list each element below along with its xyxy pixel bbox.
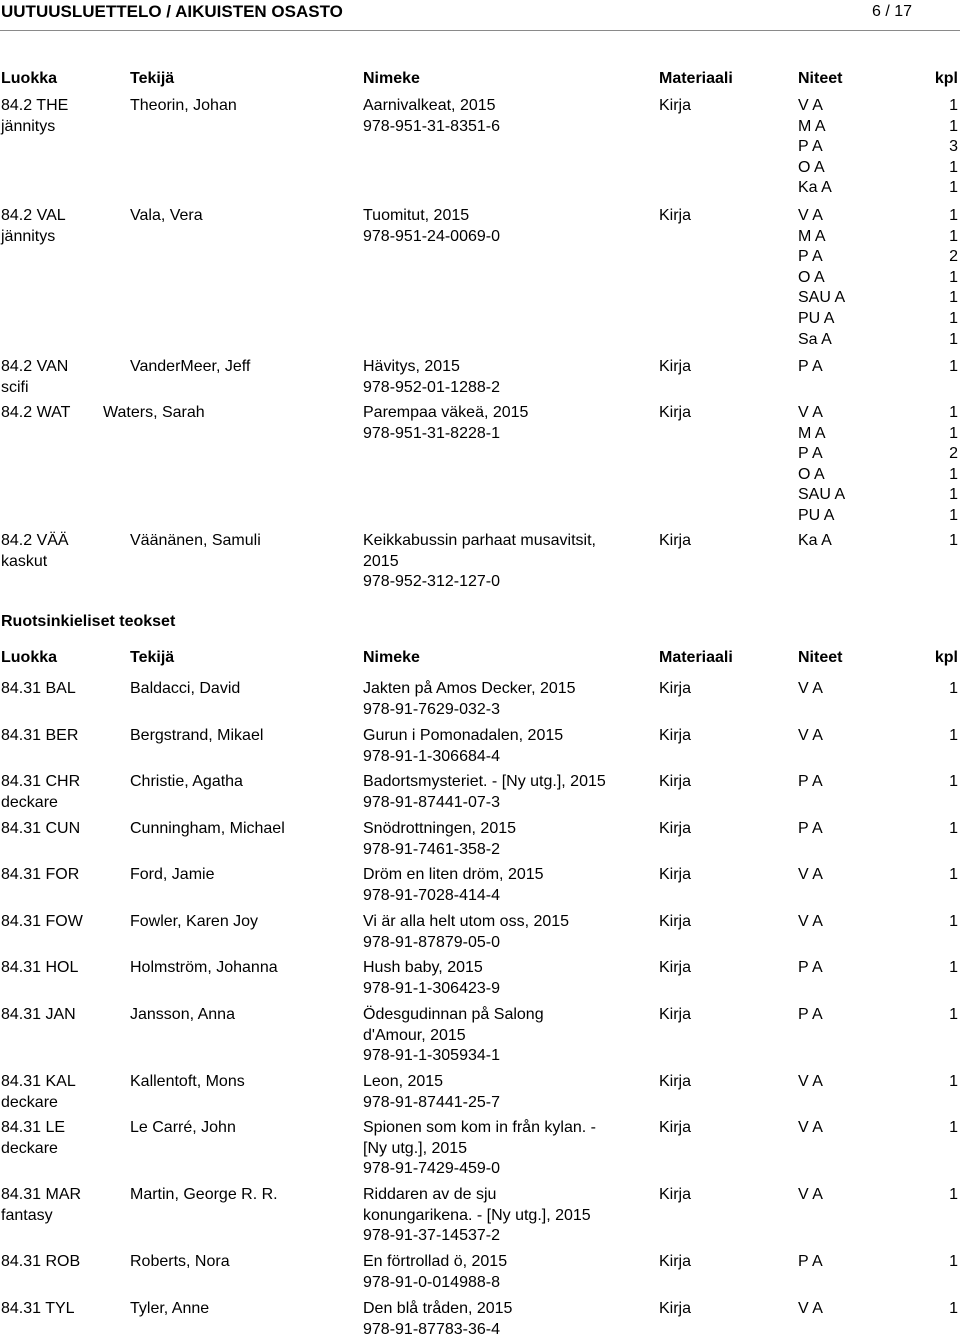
isbn: 978-91-37-14537-2 [363, 1227, 500, 1245]
copy-count: 1 [949, 913, 958, 930]
copy-count: 1 [949, 358, 958, 375]
isbn: 978-91-7629-032-3 [363, 700, 500, 718]
title-line: Leon, 2015 [363, 1073, 444, 1090]
isbn: 978-91-87441-25-7 [363, 1093, 500, 1111]
entry-material: Kirja [659, 1253, 692, 1270]
copy-count: 2 [949, 445, 958, 463]
title-line: Keikkabussin parhaat musavitsit, [363, 532, 596, 549]
copy-location: M A [798, 227, 826, 245]
catalog-entry [0, 1118, 960, 1180]
copy-row [798, 158, 958, 179]
title-line: Hush baby, 2015 [363, 959, 483, 976]
isbn: 978-91-87783-36-4 [363, 1320, 500, 1338]
entry-copies [798, 1299, 958, 1320]
copy-location: SAU A [798, 486, 846, 504]
isbn: 978-91-7429-459-0 [363, 1160, 500, 1178]
title-line: Parempaa väkeä, 2015 [363, 404, 529, 421]
entry-class [1, 679, 76, 700]
copy-row [798, 531, 958, 552]
catalog-entry [0, 357, 960, 398]
entry-title [363, 96, 500, 137]
column-header-kpl: kpl [934, 649, 958, 666]
entry-author: Vala, Vera [130, 207, 203, 224]
entry-class [1, 1005, 76, 1026]
copy-row [798, 958, 958, 979]
entry-class [1, 865, 79, 886]
column-header-tekija: Tekijä [130, 649, 175, 666]
copy-count: 1 [949, 117, 958, 135]
genre-label: deckare [1, 793, 58, 811]
entry-title [363, 531, 596, 593]
entry-class [1, 531, 69, 572]
entry-material: Kirja [659, 207, 692, 224]
entry-material: Kirja [659, 959, 692, 976]
column-header-nimeke: Nimeke [363, 70, 420, 87]
entry-copies [798, 96, 958, 199]
copy-row [798, 96, 958, 117]
entry-class [1, 403, 70, 424]
entry-class [1, 357, 68, 398]
title-line: En förtrollad ö, 2015 [363, 1253, 508, 1270]
copy-location: P A [798, 959, 823, 976]
title-line: Jakten på Amos Decker, 2015 [363, 680, 576, 697]
entry-material: Kirja [659, 1006, 692, 1023]
entry-material: Kirja [659, 97, 692, 114]
title-line: [Ny utg.], 2015 [363, 1139, 468, 1157]
copy-row [798, 772, 958, 793]
catalog-entry [0, 1185, 960, 1247]
entry-material: Kirja [659, 358, 692, 375]
copy-row [798, 357, 958, 378]
entry-author: Le Carré, John [130, 1119, 236, 1136]
copy-row [798, 679, 958, 700]
class-code: 84.31 CUN [1, 820, 81, 837]
copy-location: V A [798, 1300, 823, 1317]
entry-copies [798, 206, 958, 350]
entry-material: Kirja [659, 727, 692, 744]
entry-author: VanderMeer, Jeff [130, 358, 251, 375]
copy-location: V A [798, 1073, 823, 1090]
entry-author: Cunningham, Michael [130, 820, 285, 837]
copy-count: 1 [949, 424, 958, 442]
copy-row [798, 1072, 958, 1093]
copy-row [798, 1185, 958, 1206]
copy-location: P A [798, 773, 823, 790]
entry-material: Kirja [659, 404, 692, 421]
copy-location: Ka A [798, 532, 832, 549]
copy-count: 1 [949, 773, 958, 790]
entry-copies [798, 958, 958, 979]
entry-copies [798, 679, 958, 700]
class-code: 84.31 LE [1, 1119, 66, 1136]
title-line: 2015 [363, 552, 399, 570]
title-line: d'Amour, 2015 [363, 1026, 466, 1044]
copy-count: 1 [949, 179, 958, 197]
entry-author: Ford, Jamie [130, 866, 215, 883]
title-line: Vi är alla helt utom oss, 2015 [363, 913, 570, 930]
column-header-nimeke: Nimeke [363, 649, 420, 666]
catalog-entry [0, 865, 960, 906]
genre-label: jännitys [1, 227, 56, 245]
entry-material: Kirja [659, 1300, 692, 1317]
class-code: 84.2 THE [1, 97, 69, 114]
copy-location: M A [798, 117, 826, 135]
isbn: 978-91-1-306423-9 [363, 979, 500, 997]
copy-count: 1 [949, 309, 958, 327]
entry-title [363, 1005, 544, 1067]
genre-label: jännitys [1, 117, 56, 135]
class-code: 84.31 JAN [1, 1006, 76, 1023]
copy-count: 1 [949, 1119, 958, 1136]
entry-title [363, 206, 500, 247]
entry-author: Roberts, Nora [130, 1253, 230, 1270]
copy-count: 1 [949, 1006, 958, 1023]
copy-location: P A [798, 820, 823, 837]
entry-author: Fowler, Karen Joy [130, 913, 259, 930]
copy-count: 1 [949, 158, 958, 176]
class-code: 84.31 KAL [1, 1073, 76, 1090]
column-header-row [0, 647, 960, 668]
copy-count: 1 [949, 506, 958, 524]
entry-title [363, 1252, 507, 1293]
isbn: 978-91-7461-358-2 [363, 840, 500, 858]
genre-label: scifi [1, 378, 29, 396]
title-line: konungarikena. - [Ny utg.], 2015 [363, 1206, 591, 1224]
catalog-entry [0, 819, 960, 860]
copy-count: 1 [949, 97, 958, 114]
class-code: 84.31 TYL [1, 1300, 75, 1317]
copy-location: PU A [798, 309, 835, 327]
column-header-materiaali: Materiaali [659, 649, 733, 666]
genre-label: deckare [1, 1139, 58, 1157]
copy-count: 1 [949, 1186, 958, 1203]
class-code: 84.31 MAR [1, 1186, 82, 1203]
copy-row [798, 726, 958, 747]
copy-location: P A [798, 358, 823, 375]
entry-material: Kirja [659, 866, 692, 883]
entry-class [1, 726, 78, 747]
entry-title [363, 726, 563, 767]
copy-location: O A [798, 268, 825, 286]
entry-material: Kirja [659, 773, 692, 790]
catalog-entry [0, 1299, 960, 1340]
copy-location: V A [798, 866, 823, 883]
title-line: Aarnivalkeat, 2015 [363, 97, 496, 114]
isbn: 978-91-7028-414-4 [363, 886, 500, 904]
entry-title [363, 1299, 512, 1340]
catalog-entry [0, 206, 960, 350]
entry-copies [798, 912, 958, 933]
copy-count: 3 [949, 138, 958, 156]
copy-location: M A [798, 424, 826, 442]
entry-class [1, 819, 80, 840]
entry-title [363, 958, 500, 999]
entry-title [363, 357, 500, 398]
copy-count: 1 [949, 207, 958, 224]
title-line: Hävitys, 2015 [363, 358, 460, 375]
copy-location: V A [798, 404, 823, 421]
copy-row [798, 268, 958, 289]
copy-count: 1 [949, 268, 958, 286]
copy-location: O A [798, 158, 825, 176]
entry-copies [798, 1005, 958, 1026]
copy-count: 1 [949, 330, 958, 348]
class-code: 84.2 VÄÄ [1, 532, 69, 549]
entry-copies [798, 403, 958, 527]
copy-location: Ka A [798, 179, 832, 197]
isbn: 978-91-0-014988-8 [363, 1273, 500, 1291]
column-header-niteet: Niteet [798, 649, 843, 666]
entry-copies [798, 726, 958, 747]
isbn: 978-91-1-306684-4 [363, 747, 500, 765]
catalog-entry [0, 1072, 960, 1113]
copy-count: 1 [949, 289, 958, 307]
title-line: Spionen som kom in från kylan. - [363, 1119, 596, 1136]
entry-class [1, 206, 66, 247]
genre-label: deckare [1, 1093, 58, 1111]
entry-class [1, 912, 83, 933]
entry-material: Kirja [659, 820, 692, 837]
entry-title [363, 912, 569, 953]
isbn: 978-951-24-0069-0 [363, 227, 500, 245]
entry-class [1, 1185, 81, 1226]
copy-count: 1 [949, 1300, 958, 1317]
copy-row [798, 1252, 958, 1273]
entry-author: Bergstrand, Mikael [130, 727, 264, 744]
copy-location: V A [798, 207, 823, 224]
copy-row [798, 444, 958, 465]
class-code: 84.31 ROB [1, 1253, 81, 1270]
entry-copies [798, 865, 958, 886]
copy-count: 1 [949, 404, 958, 421]
copy-count: 1 [949, 227, 958, 245]
catalog-entry [0, 1252, 960, 1293]
copy-location: V A [798, 913, 823, 930]
title-line: Dröm en liten dröm, 2015 [363, 866, 544, 883]
copy-count: 1 [949, 959, 958, 976]
catalog-entry [0, 726, 960, 767]
title-line: Tuomitut, 2015 [363, 207, 470, 224]
copy-row [798, 485, 958, 506]
copy-row [798, 1299, 958, 1320]
copy-location: P A [798, 248, 823, 266]
title-line: Badortsmysteriet. - [Ny utg.], 2015 [363, 773, 606, 790]
isbn: 978-91-87879-05-0 [363, 933, 500, 951]
isbn: 978-952-312-127-0 [363, 573, 500, 591]
column-header-tekija: Tekijä [130, 70, 175, 87]
isbn: 978-91-1-305934-1 [363, 1047, 500, 1065]
copy-count: 1 [949, 1253, 958, 1270]
class-code: 84.2 VAL [1, 207, 66, 224]
class-code: 84.31 CHR [1, 773, 81, 790]
copy-location: P A [798, 1006, 823, 1023]
copy-location: O A [798, 465, 825, 483]
class-code: 84.31 BER [1, 727, 79, 744]
copy-location: V A [798, 1119, 823, 1136]
column-header-row [0, 68, 960, 89]
entry-title [363, 1072, 500, 1113]
genre-label: kaskut [1, 552, 48, 570]
entry-copies [798, 772, 958, 793]
entry-title [363, 865, 544, 906]
entry-copies [798, 1072, 958, 1093]
class-code: 84.31 FOW [1, 913, 83, 930]
entry-author: Väänänen, Samuli [130, 532, 261, 549]
genre-label: fantasy [1, 1206, 53, 1224]
copy-location: P A [798, 1253, 823, 1270]
entry-author: Jansson, Anna [130, 1006, 235, 1023]
entry-class [1, 772, 80, 813]
column-header-luokka: Luokka [1, 649, 58, 666]
copy-row [798, 137, 958, 158]
copy-location: V A [798, 97, 823, 114]
copy-row [798, 247, 958, 268]
entry-class [1, 1299, 75, 1320]
entry-class [1, 1118, 65, 1159]
copy-row [798, 288, 958, 309]
entry-author: Waters, Sarah [103, 404, 205, 421]
entry-copies [798, 531, 958, 552]
entry-copies [798, 357, 958, 378]
entry-class [1, 96, 68, 137]
copy-row [798, 117, 958, 138]
copy-row [798, 403, 958, 424]
title-line: Riddaren av de sju [363, 1186, 497, 1203]
entry-title [363, 679, 576, 720]
isbn: 978-951-31-8228-1 [363, 424, 500, 442]
entry-title [363, 772, 606, 813]
entry-material: Kirja [659, 1119, 692, 1136]
copy-count: 1 [949, 727, 958, 744]
copy-row [798, 424, 958, 445]
copy-row [798, 178, 958, 199]
title-line: Gurun i Pomonadalen, 2015 [363, 727, 564, 744]
entry-author: Holmström, Johanna [130, 959, 278, 976]
entry-author: Kallentoft, Mons [130, 1073, 245, 1090]
column-header-kpl: kpl [934, 70, 958, 87]
copy-location: SAU A [798, 289, 846, 307]
column-header-niteet: Niteet [798, 70, 843, 87]
section-heading: Ruotsinkieliset teokset [1, 613, 176, 630]
copy-row [798, 1118, 958, 1139]
copy-location: PU A [798, 506, 835, 524]
copy-row [798, 330, 958, 351]
page-number: 6 / 17 [872, 3, 913, 20]
entry-material: Kirja [659, 1073, 692, 1090]
class-code: 84.31 FOR [1, 866, 80, 883]
title-line: Den blå tråden, 2015 [363, 1300, 513, 1317]
entry-title [363, 403, 528, 444]
entry-class [1, 1252, 80, 1273]
entry-copies [798, 1252, 958, 1273]
copy-location: V A [798, 680, 823, 697]
copy-row [798, 1005, 958, 1026]
entry-material: Kirja [659, 913, 692, 930]
title-line: Ödesgudinnan på Salong [363, 1006, 544, 1023]
copy-location: V A [798, 1186, 823, 1203]
isbn: 978-952-01-1288-2 [363, 378, 500, 396]
document-title: UUTUUSLUETTELO / AIKUISTEN OSASTO [1, 2, 343, 21]
copy-row [798, 819, 958, 840]
copy-count: 1 [949, 1073, 958, 1090]
catalog-entry [0, 531, 960, 593]
entry-author: Theorin, Johan [130, 97, 237, 114]
class-code: 84.2 WAT [1, 404, 71, 421]
copy-row [798, 912, 958, 933]
entry-title [363, 1185, 591, 1247]
entry-author: Baldacci, David [130, 680, 241, 697]
column-header-luokka: Luokka [1, 70, 58, 87]
entry-author: Tyler, Anne [130, 1300, 210, 1317]
copy-row [798, 309, 958, 330]
copy-count: 2 [949, 248, 958, 266]
entry-material: Kirja [659, 1186, 692, 1203]
catalog-entry [0, 1005, 960, 1067]
catalog-entry [0, 772, 960, 813]
column-header-materiaali: Materiaali [659, 70, 733, 87]
isbn: 978-951-31-8351-6 [363, 117, 500, 135]
copy-count: 1 [949, 486, 958, 504]
entry-class [1, 1072, 76, 1113]
catalog-entry [0, 958, 960, 999]
copy-row [798, 465, 958, 486]
copy-location: P A [798, 445, 823, 463]
copy-row [798, 206, 958, 227]
copy-count: 1 [949, 866, 958, 883]
header-divider [0, 30, 960, 31]
entry-class [1, 958, 78, 979]
copy-count: 1 [949, 680, 958, 697]
copy-location: V A [798, 727, 823, 744]
entry-copies [798, 819, 958, 840]
entry-material: Kirja [659, 532, 692, 549]
class-code: 84.31 BAL [1, 680, 76, 697]
copy-location: Sa A [798, 330, 832, 348]
title-line: Snödrottningen, 2015 [363, 820, 517, 837]
catalog-entry [0, 96, 960, 199]
copy-location: P A [798, 138, 823, 156]
catalog-entry [0, 912, 960, 953]
copy-row [798, 506, 958, 527]
copy-count: 1 [949, 532, 958, 549]
entry-copies [798, 1118, 958, 1139]
entry-author: Martin, George R. R. [130, 1186, 278, 1203]
isbn: 978-91-87441-07-3 [363, 793, 500, 811]
class-code: 84.31 HOL [1, 959, 79, 976]
copy-row [798, 227, 958, 248]
class-code: 84.2 VAN [1, 358, 69, 375]
entry-title [363, 1118, 596, 1180]
entry-author: Christie, Agatha [130, 773, 243, 790]
entry-title [363, 819, 516, 860]
copy-count: 1 [949, 820, 958, 837]
copy-row [798, 865, 958, 886]
entry-material: Kirja [659, 680, 692, 697]
entry-copies [798, 1185, 958, 1206]
copy-count: 1 [949, 465, 958, 483]
catalog-entry [0, 679, 960, 720]
catalog-entry [0, 403, 960, 527]
